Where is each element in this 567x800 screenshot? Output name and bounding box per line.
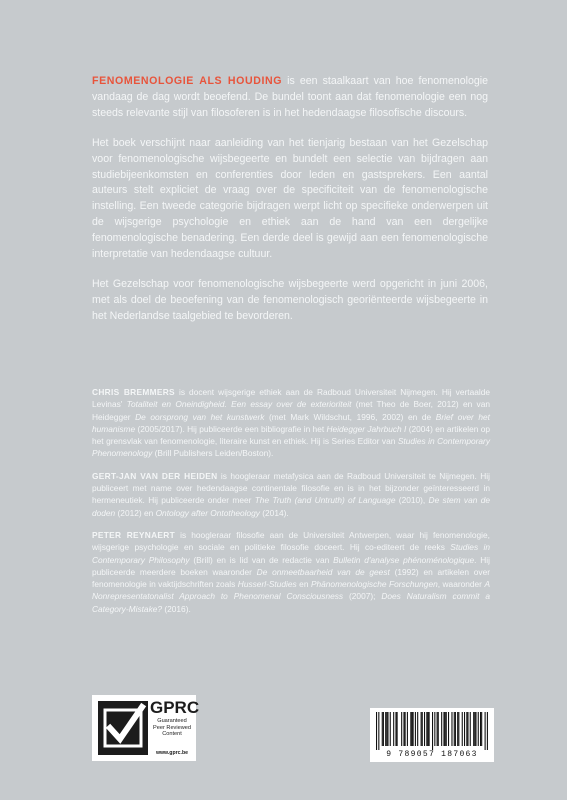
barcode-bar <box>474 712 475 746</box>
bio-text: (Brill Publishers Leiden/Boston). <box>152 448 274 459</box>
barcode-bar <box>376 712 377 750</box>
bio-text: (Brill) en is lid van de redactie van <box>189 554 334 565</box>
barcode-bar <box>429 712 430 746</box>
barcode-bar <box>458 712 459 746</box>
barcode-bar <box>481 712 482 746</box>
barcode-bar <box>473 712 474 746</box>
blurb-paragraph-2: Het boek verschijnt naar aanleiding van het tienjarig bestaan van het Gezelschap voor fenomenologische wijsbegeerte en bundelt een selectie van bijdragen aan studiebijeenkomsten en conferenties door leden en gastsprekers. Een aantal auteurs stelt expliciet de vraag over de specificiteit van de fenomenologische instelling. Een tweede categorie bijdragen werpt licht op specifieke onderwerpen uit de wijsgerige psychologie en ethiek aan de hand van een dergelijke fenomenologische benadering. Een derde deel is gewijd aan een fenomenologische interpretatie van hedendaagse cultuur. <box>92 136 488 261</box>
work-title: Phänomenologische Forschungen <box>310 579 438 590</box>
author-name: CHRIS BREMMERS <box>92 387 175 397</box>
barcode-bar <box>424 712 425 746</box>
author-bio-text <box>92 387 490 458</box>
gprc-logo <box>92 695 200 761</box>
barcode-bar <box>413 712 414 746</box>
bio-text: (2016). <box>162 603 191 614</box>
barcode-bar <box>405 712 406 746</box>
barcode-bar <box>432 712 433 750</box>
bio-text: en <box>296 579 311 590</box>
bio-text: (2012) en <box>115 507 156 518</box>
blurb-paragraph-1-text: is een staalkaart van hoe fenomenologie vandaag de dag wordt beoefend. De bundel toont aan dat fenomenologie een nog steeds relevante stijl van filosoferen is in het hedendaagse filosofische discours. <box>92 75 488 119</box>
author-bio <box>92 386 490 460</box>
book-title: FENOMENOLOGIE ALS HOUDING <box>92 75 283 87</box>
barcode-bar <box>438 712 439 746</box>
author-bio <box>92 470 490 519</box>
bio-text: (2007); <box>343 591 382 602</box>
bio-text: . Hij publiceerde meerdere boeken waaronder <box>92 554 490 577</box>
barcode-bar <box>421 712 422 746</box>
work-title: Brief over het humanisme <box>92 411 491 434</box>
barcode-bar <box>466 712 467 746</box>
checkmark-icon <box>98 701 148 755</box>
blurb-paragraph-1 <box>92 74 488 122</box>
barcode-bar <box>403 712 404 746</box>
author-bios <box>92 386 490 625</box>
gprc-line: Guaranteed <box>157 718 187 724</box>
barcode-bar <box>386 712 387 746</box>
bio-text: (2005/2017). Hij publiceerde een bibliografie in het <box>135 423 327 434</box>
barcode-bar <box>407 712 408 746</box>
barcode-bar <box>455 712 456 746</box>
gprc-url: www.gprc.be <box>155 750 189 756</box>
gprc-line: Content <box>162 731 182 738</box>
barcode-bar <box>448 712 449 746</box>
work-title: Does Naturalism commit a Category-Mistake? <box>92 591 490 614</box>
barcode-bars <box>376 712 488 750</box>
bio-text: (2014). <box>259 507 289 518</box>
blurb <box>92 74 488 339</box>
bio-text: , waaronder <box>437 579 485 590</box>
work-title: De stem van de doden <box>92 495 490 518</box>
work-title: The Truth (and Untruth) of Language <box>254 495 396 506</box>
gprc-title: GPRC <box>150 698 200 717</box>
barcode-bar <box>410 712 411 746</box>
barcode-bar <box>437 712 438 746</box>
work-title: Ontology after Ontotheology <box>155 507 260 518</box>
work-title: De onmeetbaarheid van de geest <box>256 566 390 577</box>
work-title: De oorsprong van het kunstwerk <box>135 411 265 422</box>
barcode-bar <box>393 712 394 746</box>
barcode-bar <box>451 712 452 746</box>
barcode-bar <box>454 712 455 746</box>
work-title: Studies in Contemporary Phenomenology <box>92 436 491 459</box>
gprc-line: Peer Reviewed <box>153 724 191 731</box>
work-title: Studies in Contemporary Philosophy <box>92 542 490 565</box>
barcode-bar <box>401 712 402 746</box>
blurb-paragraph-3: Het Gezelschap voor fenomenologische wijsbegeerte werd opgericht in juni 2006, met als doel de beoefening van de fenomenologisch georiënteerde wijsbegeerte in het Nederlandse taalgebied te bevorderen. <box>92 277 488 322</box>
author-name: PETER REYNAERT <box>92 529 176 540</box>
barcode-bar <box>478 712 479 746</box>
barcode-bar <box>378 712 379 750</box>
bio-text: (met Mark Wildschut, 1996, 2002) en de <box>264 411 436 422</box>
isbn-number: 9 789057 187063 <box>386 750 478 759</box>
bio-text: is hoogleraar metafysica aan de Radboud Universiteit te Nijmegen. Hij publiceert met name over hedendaagse continentale filosofie en is in het bijzonder geïnteresseerd in hermeneutiek. Hij publiceerde onder meer <box>92 470 490 506</box>
barcode-bar <box>446 712 447 746</box>
barcode-bar <box>445 712 446 746</box>
barcode-bar <box>470 712 471 746</box>
barcode-bar <box>467 712 468 746</box>
author-bio <box>92 529 490 615</box>
barcode-bar <box>464 712 465 746</box>
barcode-bar <box>397 712 398 746</box>
bio-text: (1992) en artikelen over fenomenologie in vaktijdschriften zoals <box>92 566 490 590</box>
barcode-bar <box>390 712 391 746</box>
work-title: Heidegger Jahrbuch I <box>326 423 407 434</box>
barcode-bar <box>422 712 423 746</box>
barcode-bar <box>480 712 481 746</box>
barcode-bar <box>434 712 435 746</box>
barcode-bar <box>417 712 418 746</box>
barcode-bar <box>387 712 388 746</box>
barcode-bar <box>485 712 486 750</box>
barcode-bar <box>415 712 416 746</box>
author-name: GERT-JAN VAN DER HEIDEN <box>92 470 218 481</box>
bio-text: (met Theo de Boer, 2012) en van Heidegger <box>92 399 490 422</box>
barcode-bar <box>427 712 428 746</box>
barcode-bar <box>382 712 383 746</box>
bio-text: is docent wijsgerige ethiek aan de Radboud Universiteit Nijmegen. Hij vertaalde Levinas' <box>92 387 490 410</box>
barcode-bar <box>443 712 444 746</box>
bio-text: (2010), <box>395 495 429 506</box>
barcode-bar <box>441 712 442 746</box>
work-title: Bulletin d'analyse phénoménologique <box>333 554 475 565</box>
author-bio-text <box>92 530 490 614</box>
work-title: A Nonrepresentatonalist Approach to Phenomenal Consciousness <box>92 579 491 602</box>
barcode-bar <box>426 712 427 746</box>
barcode-bar <box>411 712 412 746</box>
barcode-bar <box>487 712 488 750</box>
barcode-bar <box>457 712 458 746</box>
barcode-bar <box>395 712 396 746</box>
barcode-bar <box>475 712 476 746</box>
barcode-bar <box>462 712 463 746</box>
bio-text: (2004) en artikelen op het grensvlak van fenomenologie, literaire kunst en ethiek. Hij is Series Editor van <box>92 423 490 447</box>
work-title: Totaliteit en Oneindigheid. Een essay over de exterioriteit <box>126 399 352 410</box>
work-title: Husserl-Studies <box>237 579 297 590</box>
isbn-barcode <box>370 708 494 762</box>
barcode-bar <box>383 712 384 746</box>
barcode-bar <box>385 712 386 746</box>
gprc-subtitle <box>150 718 194 738</box>
bio-text: is hoogleraar filosofie aan de Universiteit Antwerpen, waar hij fenomenologie, wijsgerige psychologie en sociale en politieke filosofie doceert. Hij co-editeert de reeks <box>92 529 490 553</box>
